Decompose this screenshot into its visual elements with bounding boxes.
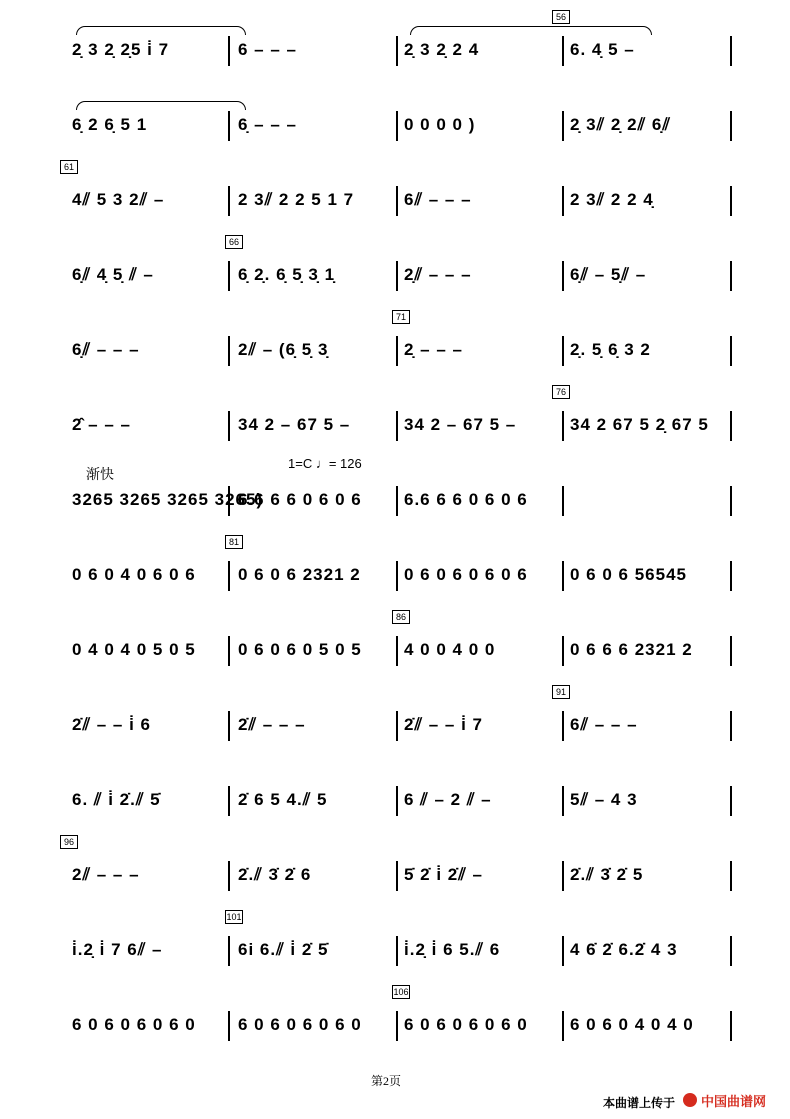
barline — [562, 1011, 564, 1041]
measure-notes: 0 4 0 4 0 5 0 5 — [72, 640, 196, 659]
measure-notes: 2̣ 3⫽ 2̣ 2⫽ 6̣⫽ — [570, 115, 671, 134]
barline — [730, 186, 732, 216]
measure-notes: 0 6 0 6 0 5 0 5 — [238, 640, 362, 659]
measure-number: 81 — [225, 535, 243, 549]
measure-notes: 6 – – – — [238, 40, 297, 59]
barline — [396, 636, 398, 666]
logo-icon — [683, 1093, 697, 1107]
measure-notes: 0 6 0 6 2321 2 — [238, 565, 361, 584]
barline — [562, 711, 564, 741]
measure-notes: 2̇⫽ – – i̇ 7 — [404, 715, 484, 734]
measure-notes: 3265 3265 3265 3265) — [72, 490, 264, 509]
barline — [396, 786, 398, 816]
staff-row — [0, 837, 790, 905]
barline — [730, 486, 732, 516]
measure-notes: 2⫽ – – – — [72, 865, 140, 884]
measure-notes: 2̇.⫽ 3̇ 2̇ 5 — [570, 865, 644, 884]
measure-notes: 6 0 6 0 6 0 6 0 — [72, 1015, 196, 1034]
barline — [562, 261, 564, 291]
measure-notes: 6. 4̣ 5 – — [570, 40, 635, 59]
barline — [396, 561, 398, 591]
staff-row — [0, 162, 790, 230]
measure-notes: 2̂ – – – — [72, 415, 131, 434]
staff-row — [0, 237, 790, 305]
measure-notes: 5⫽ – 4 3 — [570, 790, 638, 809]
barline — [730, 36, 732, 66]
measure-notes: 2̣ 3 2̣ 2 4 — [404, 40, 480, 59]
barline — [730, 636, 732, 666]
barline — [562, 411, 564, 441]
measure-notes: 2̇ 6 5 4.⫽ 5 — [238, 790, 328, 809]
barline — [562, 186, 564, 216]
measure-notes: 6 ⫽ – 2 ⫽ – — [404, 790, 492, 809]
barline — [228, 936, 230, 966]
measure-notes: 2̣ – – – — [404, 340, 463, 359]
logo-text: 中国曲谱网 — [701, 1094, 767, 1109]
barline — [396, 936, 398, 966]
barline — [562, 861, 564, 891]
measure-notes: 0 6 6 6 2321 2 — [570, 640, 693, 659]
measure-notes: i̇.2̣ i̇ 6 5.⫽ 6 — [404, 940, 501, 959]
barline — [396, 711, 398, 741]
measure-number: 56 — [552, 10, 570, 24]
measure-notes: 6 0 6 0 6 0 6 0 — [238, 1015, 362, 1034]
barline — [730, 861, 732, 891]
measure-number: 66 — [225, 235, 243, 249]
measure-notes: 6⫽ – – – — [570, 715, 638, 734]
staff-row — [0, 770, 790, 830]
measure-notes: 2 3⫽ 2 2 5 1 7 — [238, 190, 355, 209]
measure-notes: 6.6 6 6 0 6 0 6 — [238, 490, 362, 509]
measure-notes: 2 3⫽ 2 2 4̣ — [570, 190, 654, 209]
barline — [562, 36, 564, 66]
staff-row — [0, 95, 790, 155]
barline — [228, 411, 230, 441]
measure-notes: 6 0 6 0 6 0 6 0 — [404, 1015, 528, 1034]
measure-notes: 6̣ 2 6̣ 5 1 — [72, 115, 148, 134]
barline — [228, 711, 230, 741]
barline — [396, 486, 398, 516]
measure-notes: 6.6 6 6 0 6 0 6 — [404, 490, 528, 509]
measure-notes: 34 2 – 67 5 – — [238, 415, 351, 434]
barline — [228, 261, 230, 291]
measure-notes: 6̣⫽ 4̣ 5̣ ⫽ – — [72, 265, 154, 284]
measure-notes: 4 6̇ 2̇ 6.2̇ 4 3 — [570, 940, 678, 959]
measure-notes: 2̣⫽ – – – — [404, 265, 472, 284]
upload-note: 本曲谱上传于 — [603, 1096, 676, 1110]
site-logo — [683, 1091, 783, 1109]
barline — [396, 411, 398, 441]
barline — [228, 186, 230, 216]
measure-notes: 2̣ 3 2̣ 2̣5 i̇ 7 — [72, 40, 170, 59]
barline — [228, 1011, 230, 1041]
barline — [730, 561, 732, 591]
barline — [228, 111, 230, 141]
staff-row — [0, 537, 790, 605]
measure-number: 101 — [226, 912, 242, 922]
measure-number: 96 — [60, 835, 78, 849]
measure-number: 61 — [60, 160, 78, 174]
measure-number: 106 — [393, 987, 409, 997]
slur — [76, 26, 246, 35]
barline — [228, 786, 230, 816]
measure-number: 71 — [392, 310, 410, 324]
measure-notes: i̇.2̣ i̇ 7 6⫽ – — [72, 940, 163, 959]
barline — [228, 336, 230, 366]
measure-notes: 34 2 67 5 2̣ 67 5 — [570, 415, 709, 434]
slur — [410, 26, 652, 35]
barline — [228, 36, 230, 66]
measure-notes: 34 2 – 67 5 – — [404, 415, 517, 434]
barline — [730, 336, 732, 366]
measure-notes: 6̣ 2̣. 6̣ 5̣ 3̣ 1̣ — [238, 265, 336, 284]
barline — [396, 36, 398, 66]
barline — [562, 336, 564, 366]
barline — [396, 111, 398, 141]
measure-notes: 5̇ 2̇ i̇ 2̇⫽ – — [404, 865, 484, 884]
staff-row — [0, 687, 790, 755]
key-signature: 1=C ♩= 126 — [288, 456, 362, 471]
staff-row — [0, 612, 790, 680]
measure-notes: 2̣. 5̣ 6̣ 3 2 — [570, 340, 651, 359]
page-number: 第2页 — [371, 1074, 402, 1088]
barline — [396, 336, 398, 366]
barline — [730, 711, 732, 741]
barline — [228, 561, 230, 591]
measure-notes: 6. ⫽ i̇ 2̇.⫽ 5̇ — [72, 790, 161, 809]
barline — [562, 561, 564, 591]
staff-row — [0, 312, 790, 380]
measure-notes: 0 0 0 0 ) — [404, 115, 476, 134]
measure-notes: 6 0 6 0 4 0 4 0 — [570, 1015, 694, 1034]
barline — [730, 411, 732, 441]
barline — [228, 636, 230, 666]
barline — [730, 111, 732, 141]
staff-row — [0, 387, 790, 455]
barline — [396, 1011, 398, 1041]
barline — [562, 636, 564, 666]
measure-number: 91 — [552, 685, 570, 699]
measure-notes: 6i 6.⫽ i̇ 2̇ 5̇ — [238, 940, 329, 959]
slur — [76, 101, 246, 110]
measure-notes: 6̣⫽ – – – — [72, 340, 140, 359]
barline — [730, 936, 732, 966]
measure-notes: 2⫽ – (6̣ 5̣ 3̣ — [238, 340, 329, 359]
measure-notes: 0 6 0 6 0 6 0 6 — [404, 565, 528, 584]
measure-notes: 2̇⫽ – – – — [238, 715, 306, 734]
measure-number: 76 — [552, 385, 570, 399]
measure-notes: 6̣ – – – — [238, 115, 297, 134]
staff-row — [0, 12, 790, 80]
measure-number: 86 — [392, 610, 410, 624]
barline — [396, 186, 398, 216]
measure-notes: 6⫽ – – – — [404, 190, 472, 209]
barline — [562, 111, 564, 141]
barline — [396, 261, 398, 291]
barline — [228, 861, 230, 891]
staff-row — [0, 912, 790, 980]
staff-row — [0, 456, 790, 530]
barline — [730, 786, 732, 816]
barline — [396, 861, 398, 891]
barline — [730, 261, 732, 291]
barline — [562, 936, 564, 966]
barline — [562, 486, 564, 516]
staff-row — [0, 987, 790, 1055]
measure-notes: 2̇.⫽ 3̇ 2̇ 6 — [238, 865, 312, 884]
measure-notes: 0 6 0 6 56545 — [570, 565, 687, 584]
measure-notes: 2̇⫽ – – i̇ 6 — [72, 715, 152, 734]
barline — [562, 786, 564, 816]
measure-notes: 4 0 0 4 0 0 — [404, 640, 496, 659]
measure-notes: 0 6 0 4 0 6 0 6 — [72, 565, 196, 584]
measure-notes: 4⫽ 5 3 2⫽ – — [72, 190, 165, 209]
barline — [730, 1011, 732, 1041]
measure-notes: 6̣⫽ – 5̣⫽ – — [570, 265, 647, 284]
tempo-marking: 渐快 — [86, 466, 114, 482]
